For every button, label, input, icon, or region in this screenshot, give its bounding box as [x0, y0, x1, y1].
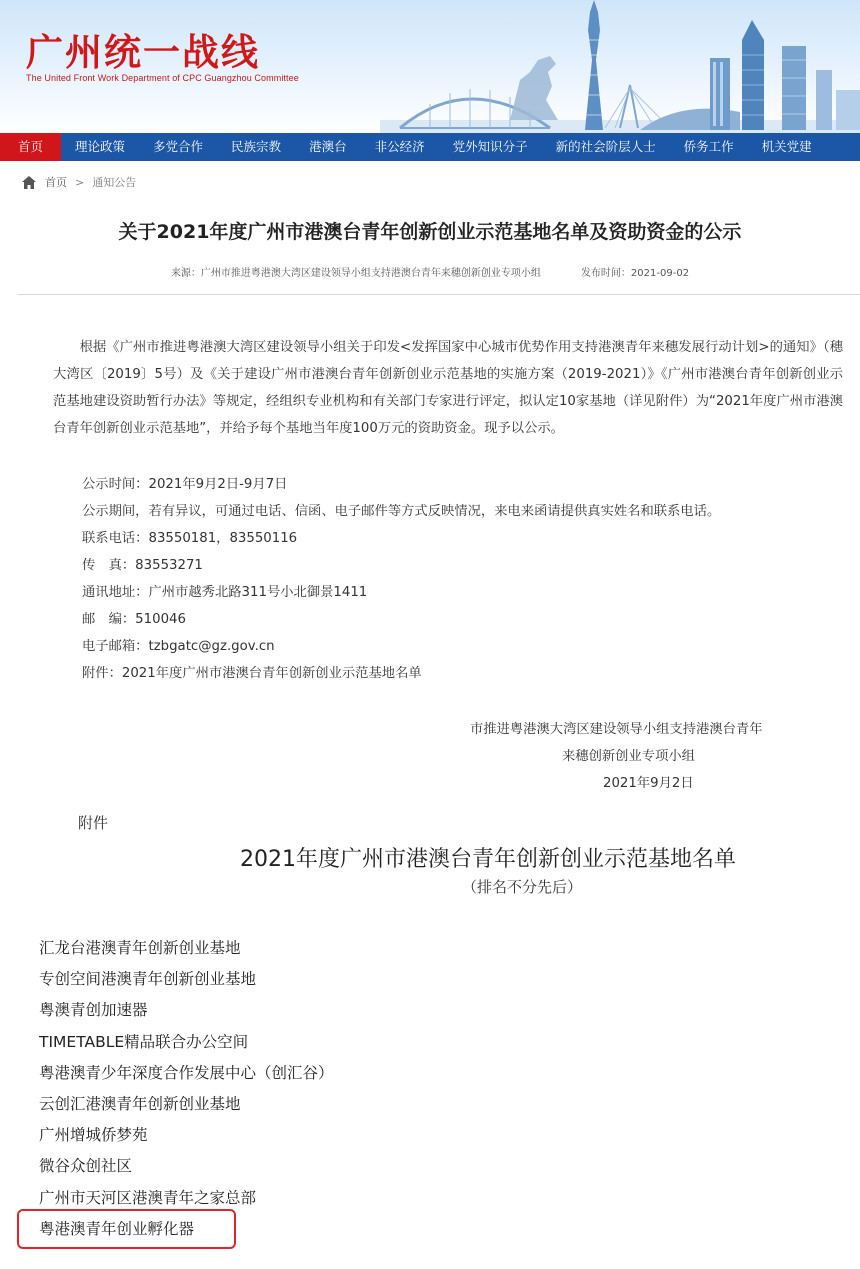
attachment-label: 附件 — [78, 814, 109, 832]
nav-item-home[interactable]: 首页 — [0, 133, 61, 161]
list-item: 广州增城侨梦苑 — [39, 1126, 148, 1145]
home-icon[interactable] — [22, 176, 36, 189]
breadcrumb-separator: > — [75, 175, 85, 189]
header-banner — [0, 0, 860, 133]
contact-email: 电子邮箱：tzbgatc@gz.gov.cn — [82, 639, 275, 654]
contact-postcode: 邮 编：510046 — [82, 612, 186, 627]
nav-item-party-building[interactable]: 机关党建 — [761, 139, 812, 154]
nav-item-new-social-strata[interactable]: 新的社会阶层人士 — [555, 139, 656, 154]
highlight-box — [17, 1209, 236, 1249]
list-item: TIMETABLE精品联合办公空间 — [39, 1032, 249, 1051]
site-logo-english: The United Front Work Department of CPC Guangzhou Committee — [26, 73, 299, 83]
list-item: 汇龙台港澳青年创新创业基地 — [39, 939, 241, 957]
breadcrumb-home-link[interactable]: 首页 — [45, 176, 67, 189]
signature-date: 2021年9月2日 — [603, 776, 694, 791]
contact-address: 通讯地址：广州市越秀北路311号小北御景1411 — [82, 585, 368, 600]
article-title: 关于2021年度广州市港澳台青年创新创业示范基地名单及资助资金的公示 — [118, 221, 742, 243]
nav-item-non-party-intellectuals[interactable]: 党外知识分子 — [452, 139, 528, 154]
article-source: 来源：广州市推进粤港澳大湾区建设领导小组支持港澳台青年来穗创新创业专项小组 — [170, 268, 541, 279]
title-divider — [18, 294, 860, 295]
attachment-title: 2021年度广州市港澳台青年创新创业示范基地名单 — [240, 847, 736, 872]
article-meta — [0, 264, 860, 279]
nav-item-ethnic-religion[interactable]: 民族宗教 — [231, 139, 282, 154]
nav-item-theory-policy[interactable]: 理论政策 — [75, 139, 126, 154]
objection-note: 公示期间，若有异议，可通过电话、信函、电子邮件等方式反映情况，来电来函请提供真实姓名和联系电话。 — [82, 504, 721, 519]
site-logo[interactable]: 广州统一战线 — [26, 31, 260, 74]
signature-org-line1: 市推进粤港澳大湾区建设领导小组支持港澳台青年 — [470, 722, 763, 737]
attachment-subtitle: （排名不分先后） — [462, 878, 583, 896]
list-item: 专创空间港澳青年创新创业基地 — [39, 970, 257, 989]
list-item: 粤澳青创加速器 — [39, 1001, 148, 1020]
list-item: 粤港澳青年创业孵化器 — [39, 1219, 195, 1238]
attachment-link[interactable]: 附件：2021年度广州市港澳台青年创新创业示范基地名单 — [82, 666, 422, 681]
breadcrumb — [22, 174, 136, 190]
skyline-illustration-icon — [380, 0, 860, 133]
signature-org-line2: 来穗创新创业专项小组 — [562, 749, 695, 764]
nav-item-non-public-economy[interactable]: 非公经济 — [374, 139, 425, 154]
article-paragraph: 根据《广州市推进粤港澳大湾区建设领导小组关于印发<发挥国家中心城市优势作用支持港澳青年来穗发展行动计划>的通知》（穗大湾区〔2019〕5号）及《关于建设广州市港澳台青年创新创业示范基地的实施方案（2019-2021）》《广州市港澳台青年创新创业示范基地建设资助暂行办法》等规定，经组织专业机构和有关部门专家进行评定，拟认定10家基地（详见附件）为“2021年度广州市港澳台青年创新创业示范基地”，并给予每个基地当年度100万元的资助资金。现予以公示。 — [53, 340, 843, 436]
breadcrumb-current[interactable]: 通知公告 — [92, 176, 137, 189]
nav-item-hk-macao-taiwan[interactable]: 港澳台 — [309, 139, 347, 154]
contact-fax: 传 真：83553271 — [82, 558, 203, 573]
list-item: 云创汇港澳青年创新创业基地 — [39, 1094, 241, 1113]
list-item: 微谷众创社区 — [39, 1157, 133, 1176]
nav-item-overseas-chinese[interactable]: 侨务工作 — [683, 139, 734, 154]
base-list — [39, 934, 334, 1246]
article-publish-time: 发布时间：2021-09-02 — [580, 268, 690, 279]
main-nav — [0, 133, 860, 161]
list-item: 粤港澳青少年深度合作发展中心（创汇谷） — [39, 1063, 334, 1082]
contact-phone: 联系电话：83550181，83550116 — [82, 531, 298, 546]
list-item: 广州市天河区港澳青年之家总部 — [39, 1188, 257, 1207]
nav-item-multiparty[interactable]: 多党合作 — [153, 139, 204, 154]
notice-period: 公示时间：2021年9月2日-9月7日 — [82, 477, 288, 492]
